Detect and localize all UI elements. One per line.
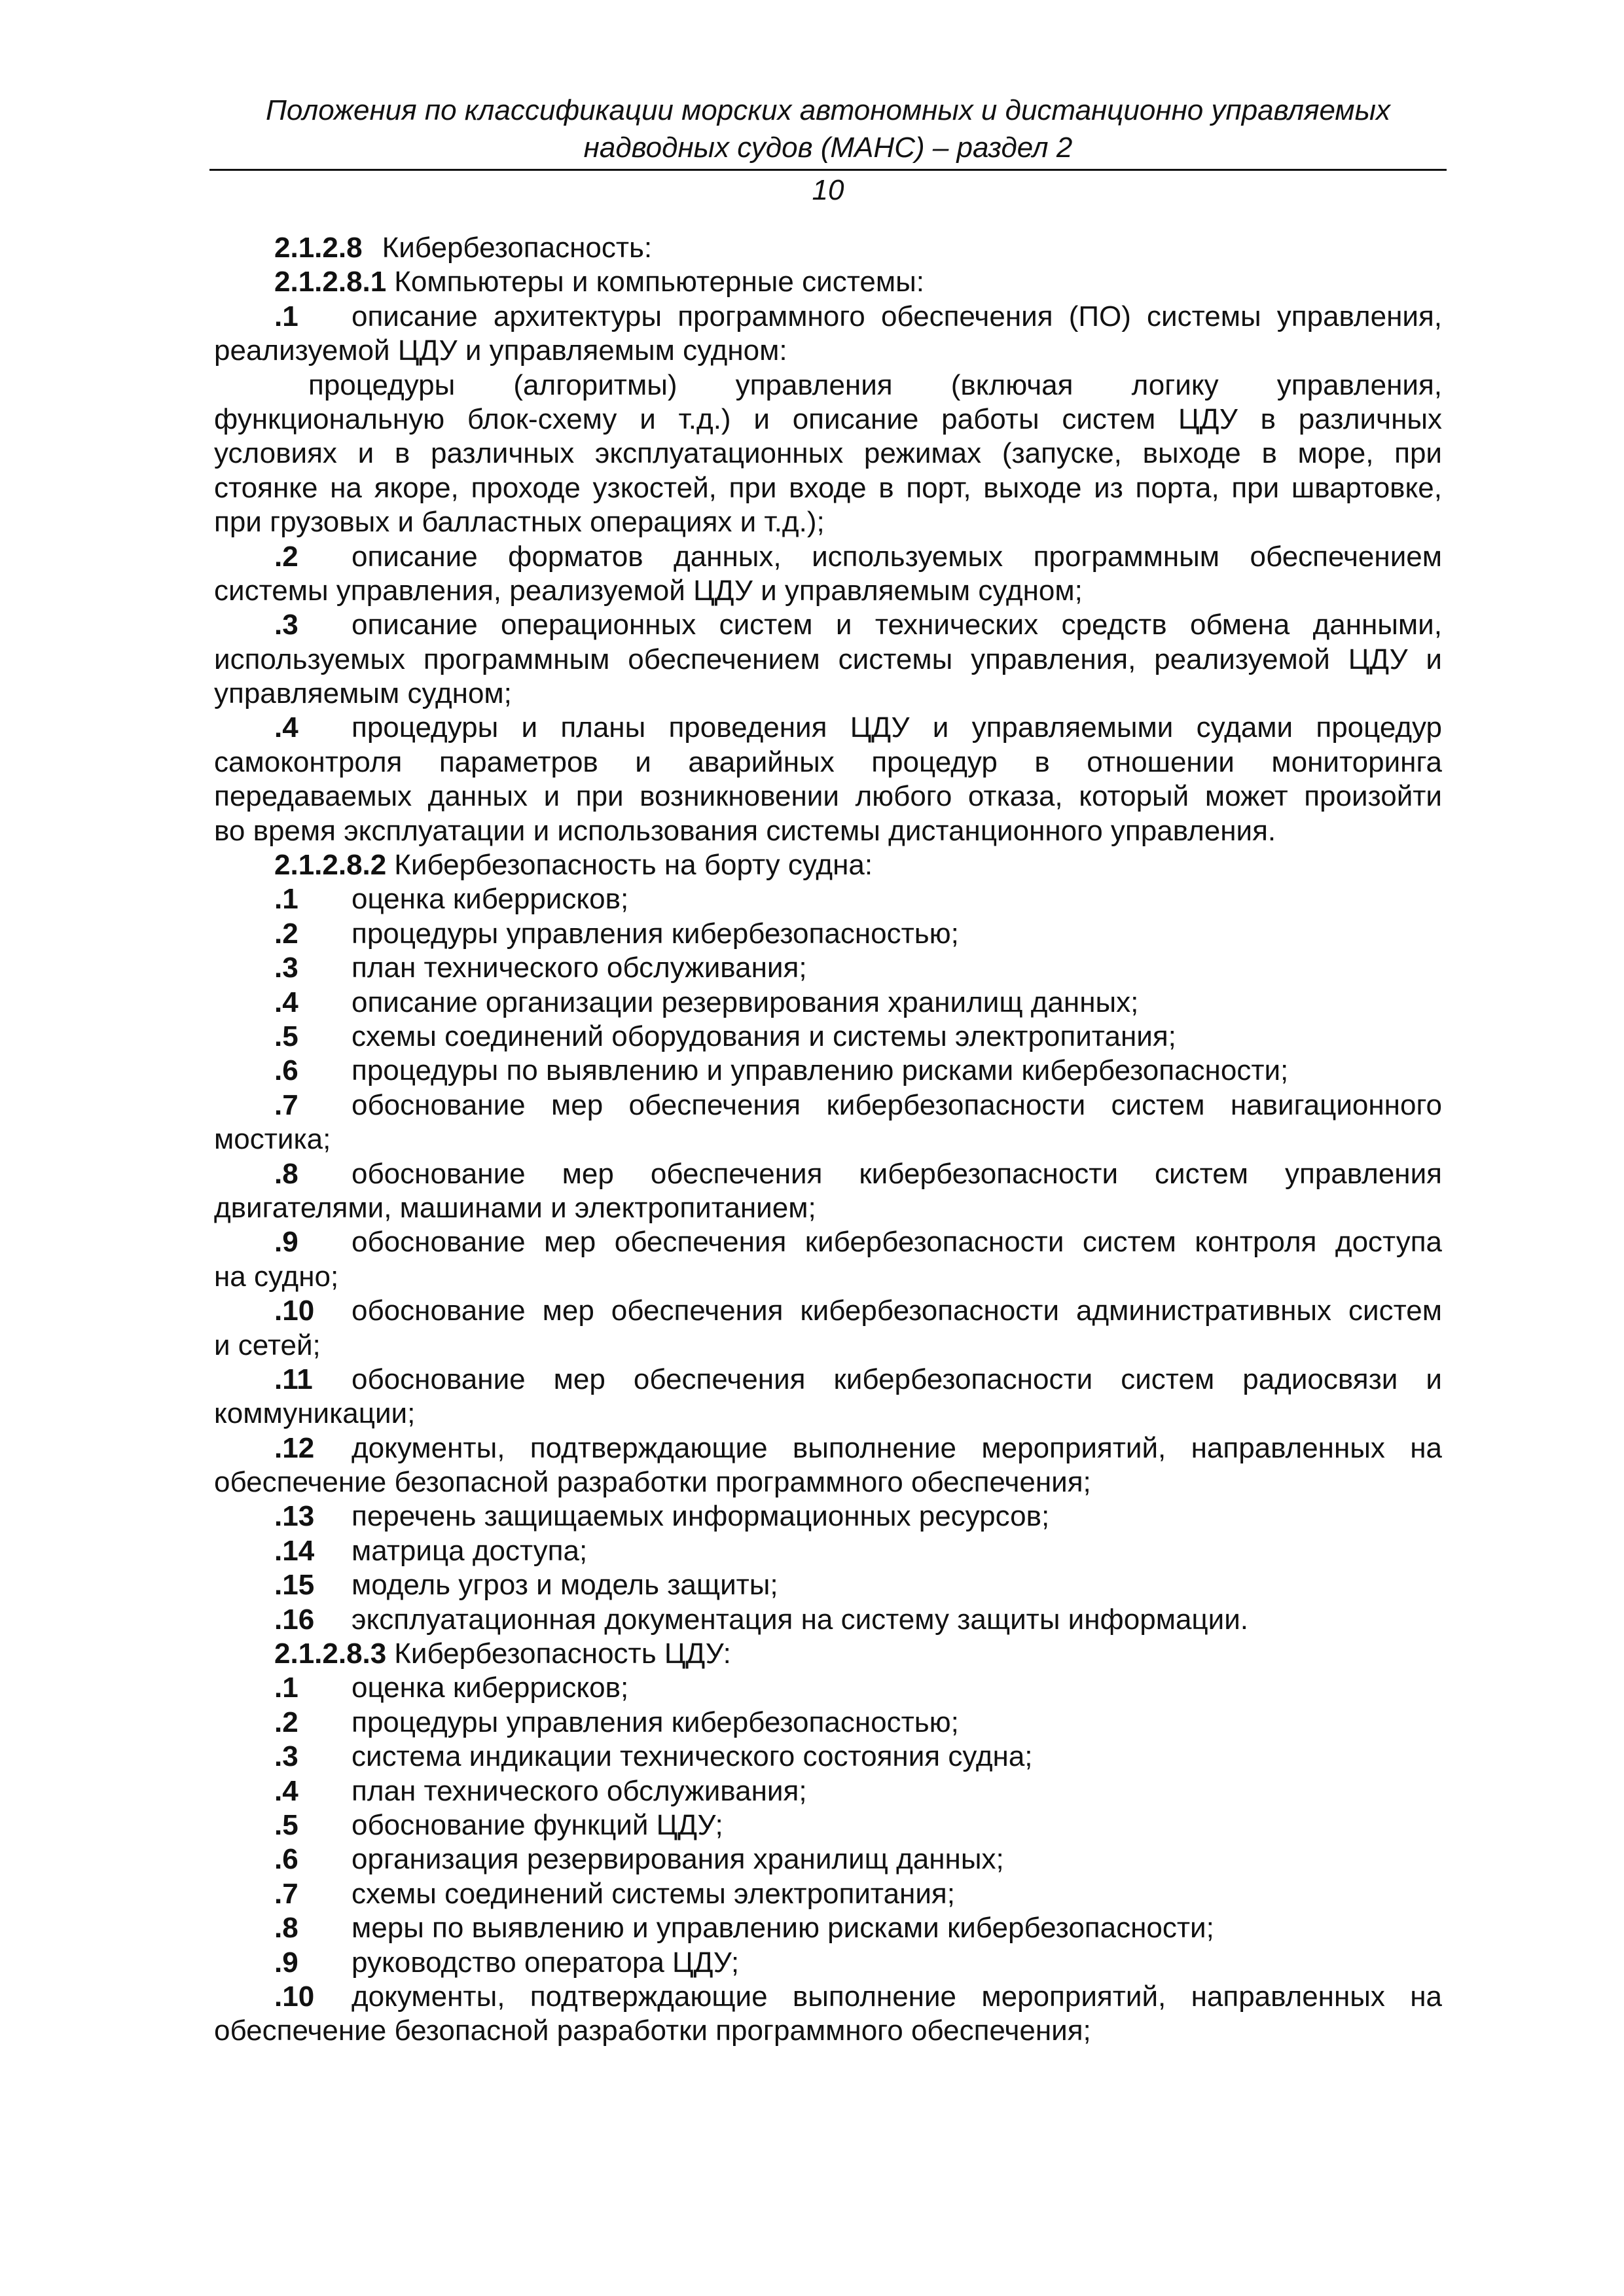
item-number: .8 [274, 1157, 298, 1190]
subsection-number: 2.1.2.8.2 [274, 849, 387, 882]
item-text-continued: во время эксплуатации и использования системы дистанционного управления. [214, 814, 1276, 847]
item-number: .10 [274, 1295, 315, 1327]
item-number: .2 [274, 1706, 298, 1738]
item-text-continued: мостика; [214, 1123, 331, 1156]
paragraph-text: стоянке на якоре, проходе узкостей, при входе в порт, выходе из порта, при швартовке, [214, 471, 1442, 504]
subsection-title: Кибербезопасность на борту судна: [394, 849, 873, 882]
item-number: .12 [274, 1431, 315, 1464]
item-text: описание форматов данных, используемых программным обеспечением [352, 540, 1442, 573]
list-item [214, 1294, 1442, 1328]
section-title: Кибербезопасность: [382, 232, 653, 264]
item-text: матрица доступа; [352, 1534, 588, 1567]
header-title-line-1: Положения по классификации морских автономных и дистанционно управляемых [266, 94, 1390, 126]
header-rule [209, 169, 1447, 171]
item-text: документы, подтверждающие выполнение мероприятий, направленных на [352, 1431, 1442, 1464]
item-text: организация резервирования хранилищ данных; [352, 1843, 1004, 1876]
item-text: руководство оператора ЦДУ; [352, 1946, 740, 1979]
paragraph-text: процедуры (алгоритмы) управления (включая логику управления, [308, 368, 1442, 401]
list-item [214, 917, 1442, 951]
list-item [214, 1774, 1442, 1808]
item-number: .4 [274, 986, 298, 1018]
subsection-heading [214, 265, 1442, 299]
item-number: .7 [274, 1877, 298, 1910]
list-item [214, 1946, 1442, 1980]
list-item [214, 1157, 1442, 1191]
list-item [214, 540, 1442, 574]
list-item [214, 711, 1442, 745]
item-text-continued: самоконтроля параметров и аварийных процедур в отношении мониторинга [214, 745, 1442, 778]
list-item [214, 1877, 1442, 1911]
item-text: обоснование мер обеспечения кибербезопасности систем радиосвязи и [352, 1363, 1442, 1395]
list-item [214, 1088, 1442, 1122]
item-text-continued: системы управления, реализуемой ЦДУ и управляемым судном; [214, 574, 1083, 607]
item-text: описание организации резервирования хранилищ данных; [352, 986, 1139, 1018]
paragraph-text: условиях и в различных эксплуатационных режимах (запуске, выходе в море, при [214, 437, 1442, 470]
item-number: .1 [274, 1672, 298, 1704]
list-item [214, 1706, 1442, 1740]
item-number: .6 [274, 1843, 298, 1876]
item-text: модель угроз и модель защиты; [352, 1569, 778, 1602]
item-text: обоснование мер обеспечения кибербезопасности систем навигационного [352, 1088, 1442, 1121]
item-text-continued: реализуемой ЦДУ и управляемым судном: [214, 334, 787, 367]
item-text-continued: используемых программным обеспечением системы управления, реализуемой ЦДУ и [214, 643, 1442, 675]
subsection-title: Кибербезопасность ЦДУ: [394, 1638, 731, 1670]
item-number: .8 [274, 1912, 298, 1945]
item-text: обоснование функций ЦДУ; [352, 1808, 723, 1841]
item-text-continued: обеспечение безопасной разработки программного обеспечения; [214, 1466, 1091, 1499]
item-text: схемы соединений системы электропитания; [352, 1877, 955, 1910]
item-text: описание операционных систем и технических средств обмена данными, [352, 609, 1442, 641]
list-item [214, 300, 1442, 334]
list-item [214, 1499, 1442, 1534]
item-text-continued: и сетей; [214, 1329, 321, 1361]
item-number: .7 [274, 1088, 298, 1121]
list-item [214, 1671, 1442, 1705]
subsection-number: 2.1.2.8.3 [274, 1638, 387, 1670]
item-text: перечень защищаемых информационных ресурсов; [352, 1500, 1050, 1533]
item-text: процедуры и планы проведения ЦДУ и управляемыми судами процедур [352, 711, 1442, 744]
item-text: эксплуатационная документация на систему защиты информации. [352, 1603, 1248, 1636]
list-item [214, 1568, 1442, 1602]
item-text: обоснование мер обеспечения кибербезопасности административных систем [352, 1295, 1442, 1327]
list-item [214, 882, 1442, 916]
item-text: обоснование мер обеспечения кибербезопасности систем контроля доступа [352, 1226, 1442, 1259]
item-text-continued: управляемым судном; [214, 677, 512, 710]
item-number: .2 [274, 540, 298, 573]
list-item [214, 1534, 1442, 1568]
item-text: обоснование мер обеспечения кибербезопасности систем управления [352, 1157, 1442, 1190]
item-text: документы, подтверждающие выполнение мероприятий, направленных на [352, 1980, 1442, 2013]
item-number: .5 [274, 1020, 298, 1052]
list-item [214, 1911, 1442, 1945]
paragraph-text: при грузовых и балластных операциях и т.д.); [214, 506, 825, 539]
running-header [209, 92, 1447, 166]
item-text: оценка киберрисков; [352, 883, 629, 916]
item-number: .13 [274, 1500, 315, 1533]
item-text-continued: передаваемых данных и при возникновении любого отказа, который может произойти [214, 780, 1442, 813]
item-number: .16 [274, 1603, 315, 1636]
item-number: .4 [274, 1774, 298, 1807]
item-text: план технического обслуживания; [352, 1774, 807, 1807]
subsection-heading [214, 848, 1442, 882]
item-number: .5 [274, 1808, 298, 1841]
item-number: .15 [274, 1569, 315, 1602]
item-number: .3 [274, 609, 298, 641]
item-text: процедуры управления кибербезопасностью; [352, 917, 959, 950]
item-number: .4 [274, 711, 298, 744]
subsection-title: Компьютеры и компьютерные системы: [394, 266, 924, 298]
list-item [214, 1808, 1442, 1842]
item-number: .2 [274, 917, 298, 950]
subsection-number: 2.1.2.8.1 [274, 266, 387, 298]
list-item [214, 1020, 1442, 1054]
item-text: схемы соединений оборудования и системы электропитания; [352, 1020, 1176, 1052]
list-item [214, 986, 1442, 1020]
list-item [214, 1603, 1442, 1637]
item-text-continued: обеспечение безопасной разработки программного обеспечения; [214, 2015, 1091, 2047]
item-text: система индикации технического состояния судна; [352, 1740, 1033, 1773]
item-number: .1 [274, 300, 298, 332]
document-body [214, 231, 1442, 2049]
item-number: .9 [274, 1946, 298, 1979]
item-text: процедуры по выявлению и управлению рисками кибербезопасности; [352, 1054, 1289, 1087]
section-heading [214, 231, 1442, 265]
item-number: .9 [274, 1226, 298, 1259]
list-item [214, 1363, 1442, 1397]
subsection-heading [214, 1637, 1442, 1671]
item-text: план технического обслуживания; [352, 952, 807, 984]
item-text: описание архитектуры программного обеспечения (ПО) системы управления, [352, 300, 1442, 332]
item-number: .6 [274, 1054, 298, 1087]
item-text: меры по выявлению и управлению рисками кибербезопасности; [352, 1912, 1214, 1945]
section-number: 2.1.2.8 [274, 232, 363, 264]
item-number: .14 [274, 1534, 315, 1567]
list-item [214, 1225, 1442, 1259]
item-number: .1 [274, 883, 298, 916]
list-item [214, 1842, 1442, 1876]
item-text-continued: коммуникации; [214, 1397, 416, 1430]
item-number: .3 [274, 1740, 298, 1773]
item-text: оценка киберрисков; [352, 1672, 629, 1704]
list-item [214, 1980, 1442, 2014]
item-number: .11 [274, 1363, 313, 1395]
paragraph-text: функциональную блок-схему и т.д.) и описание работы систем ЦДУ в различных [214, 403, 1442, 435]
list-item [214, 608, 1442, 642]
list-item [214, 1740, 1442, 1774]
item-text-continued: на судно; [214, 1260, 339, 1293]
header-title-line-2: надводных судов (МАНС) – раздел 2 [583, 132, 1073, 164]
list-item [214, 1054, 1442, 1088]
list-item [214, 951, 1442, 985]
page-number: 10 [812, 174, 844, 206]
item-text: процедуры управления кибербезопасностью; [352, 1706, 959, 1738]
item-number: .3 [274, 952, 298, 984]
list-item [214, 1431, 1442, 1465]
item-number: .10 [274, 1980, 315, 2013]
item-text-continued: двигателями, машинами и электропитанием; [214, 1191, 816, 1224]
